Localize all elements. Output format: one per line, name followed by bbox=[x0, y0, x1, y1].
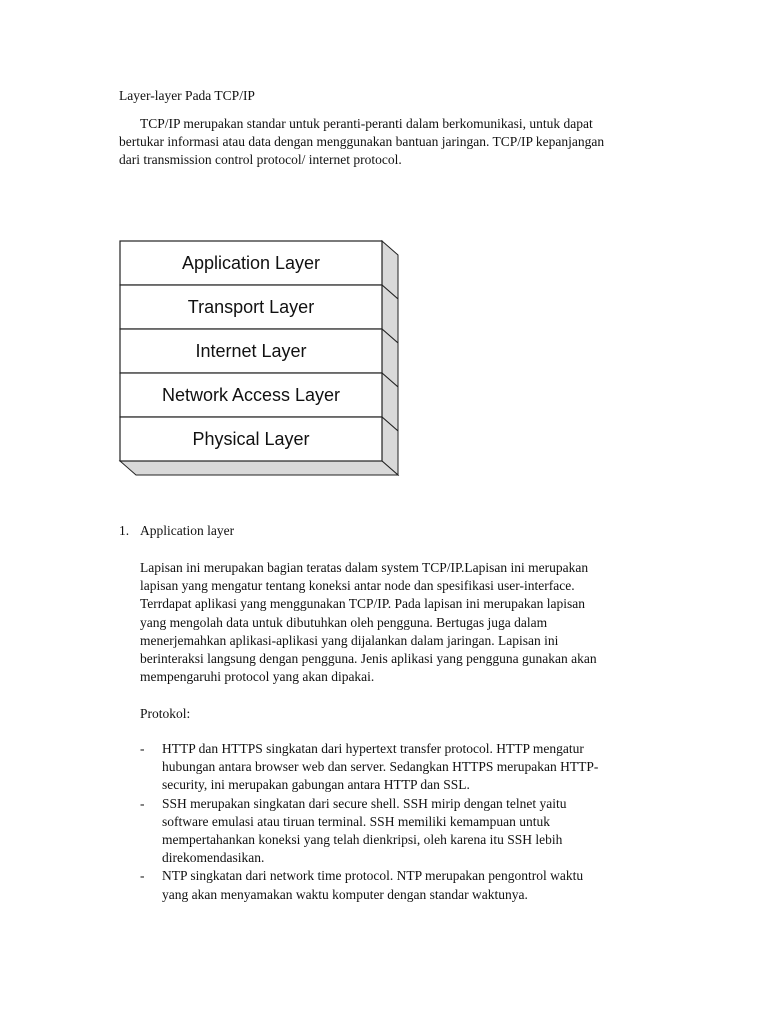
bullet-dash: - bbox=[140, 741, 145, 756]
intro-line: dari transmission control protocol/ internet protocol. bbox=[119, 152, 402, 167]
document-heading: Layer-layer Pada TCP/IP bbox=[119, 88, 255, 103]
bullet-line: mempertahankan koneksi yang telah dienkripsi, oleh karena itu SSH lebih bbox=[162, 832, 563, 848]
bullet-line: yang akan menyamakan waktu komputer dengan standar waktunya. bbox=[162, 886, 528, 902]
intro-line: bertukar informasi atau data dengan menggunakan bantuan jaringan. TCP/IP kepanjangan bbox=[119, 134, 605, 149]
bullet-line: security, ini merupakan gabungan antara HTTP dan SSL. bbox=[162, 777, 470, 793]
section-number: 1. bbox=[119, 523, 130, 538]
bullet-line: SSH merupakan singkatan dari secure shell. SSH mirip dengan telnet yaitu bbox=[162, 795, 567, 811]
paragraph-line: berinteraksi langsung dengan pengguna. Jenis aplikasi yang pengguna gunakan akan bbox=[140, 651, 597, 667]
bullet-item-ssh bbox=[140, 795, 700, 868]
bullet-dash: - bbox=[140, 795, 145, 811]
paragraph-line: mempengaruhi protocol yang akan dipakai. bbox=[140, 669, 375, 685]
bullet-line: direkomendasikan. bbox=[162, 850, 265, 866]
paragraph-line: yang mengolah data untuk dibutuhkan oleh pengguna. Bertugas juga dalam bbox=[140, 614, 548, 630]
layer-label-network-access: Network Access Layer bbox=[161, 384, 341, 405]
layer-label-physical: Physical Layer bbox=[192, 428, 310, 449]
section-heading bbox=[119, 522, 699, 540]
protocol-bullet-list bbox=[140, 740, 700, 904]
bullet-item-ntp bbox=[140, 867, 700, 903]
layer-label-internet: Internet Layer bbox=[195, 340, 307, 361]
bullet-dash: - bbox=[140, 868, 145, 884]
intro-paragraph bbox=[119, 115, 679, 169]
layer-stack-bottom bbox=[120, 461, 398, 475]
intro-line: TCP/IP merupakan standar untuk peranti-peranti dalam berkomunikasi, untuk dapat bbox=[140, 116, 593, 131]
paragraph-line: menerjemahkan aplikasi-aplikasi yang dijalankan dalam jaringan. Lapisan ini bbox=[140, 632, 559, 648]
bullet-line: software emulasi atau tiruan terminal. SSH memiliki kemampuan untuk bbox=[162, 813, 551, 829]
protokol-label: Protokol: bbox=[140, 706, 191, 721]
bullet-line: hubungan antara browser web dan server. Sedangkan HTTPS merupakan HTTP- bbox=[162, 759, 599, 775]
bullet-line: NTP singkatan dari network time protocol. NTP merupakan pengontrol waktu bbox=[162, 868, 584, 884]
paragraph-line: lapisan yang mengatur tentang koneksi antar node dan spesifikasi user-interface. bbox=[140, 578, 575, 594]
layer-label-transport: Transport Layer bbox=[187, 296, 315, 317]
layer-label-application: Application Layer bbox=[181, 252, 321, 273]
bullet-line: HTTP dan HTTPS singkatan dari hypertext transfer protocol. HTTP mengatur bbox=[162, 741, 584, 756]
bullet-item-http bbox=[140, 740, 700, 795]
paragraph-line: Terrdapat aplikasi yang menggunakan TCP/IP. Pada lapisan ini merupakan lapisan bbox=[140, 596, 585, 612]
tcp-ip-layer-diagram bbox=[118, 238, 403, 480]
section-title: Application layer bbox=[140, 523, 235, 538]
section-paragraph bbox=[140, 559, 680, 686]
paragraph-line: Lapisan ini merupakan bagian teratas dalam system TCP/IP.Lapisan ini merupakan bbox=[140, 560, 589, 575]
